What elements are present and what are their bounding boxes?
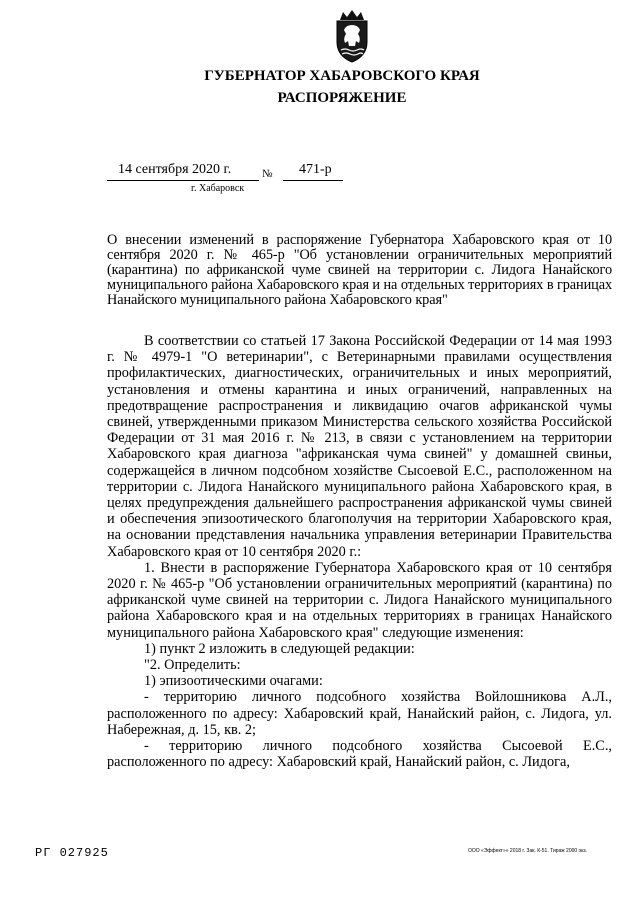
number-underline: [283, 180, 343, 181]
document-type: РАСПОРЯЖЕНИЕ: [277, 90, 407, 106]
body-paragraph: - территорию личного подсобного хозяйства Сысоевой Е.С., расположенного по адресу: Хабаровский край, Нанайский район, с. Лидога,: [107, 738, 612, 771]
body-paragraph: 1. Внести в распоряжение Губернатора Хабаровского края от 10 сентября 2020 г. № 465-р "Об установлении ограничительных мероприятий (карантина) по африканской чуме свиней на территории с. Лидога Нанайского муниципального района Хабаровского края и на отдельных территориях в границах Нанайского муниципального района Хабаровского края" следующие изменения:: [107, 559, 612, 641]
date-underline: [107, 180, 259, 181]
document-date: 14 сентября 2020 г.: [118, 162, 232, 177]
body-paragraph: "2. Определить:: [144, 657, 241, 674]
body-paragraph: 1) пункт 2 изложить в следующей редакции:: [144, 640, 415, 657]
form-serial-number: РГ 027925: [35, 846, 109, 860]
body-paragraph: - территорию личного подсобного хозяйства Войлошникова А.Л., расположенного по адресу: Хабаровский край, Нанайский район, с. Лидога, ул. Набережная, д. 15, кв. 2;: [107, 689, 612, 738]
document-number: 471-р: [299, 162, 332, 177]
document-body: [107, 333, 612, 770]
number-label: №: [262, 168, 273, 180]
document-subject: О внесении изменений в распоряжение Губернатора Хабаровского края от 10 сентября 2020 г. № 465-р "Об установлении ограничительных мероприятий (карантина) по африканской чуме свиней на территории с. Лидога Нанайского муниципального района Хабаровского края и на отдельных территориях в границах Нанайского муниципального района Хабаровского края": [107, 232, 612, 308]
body-paragraph: 1) эпизоотическими очагами:: [144, 673, 323, 690]
coat-of-arms-emblem: [331, 8, 373, 64]
printer-imprint: ООО «Эффект»» 2018 г. Зак. К-51. Тираж 2000 экз.: [468, 848, 588, 854]
issuing-authority: ГУБЕРНАТОР ХАБАРОВСКОГО КРАЯ: [204, 68, 480, 84]
document-city: г. Хабаровск: [191, 183, 245, 194]
preamble-paragraph: В соответствии со статьей 17 Закона Российской Федерации от 14 мая 1993 г. № 4979-1 "О ветеринарии", с Ветеринарными правилами осуществления профилактических, диагностических, ограничительных и иных мероприятий, установления и отмены карантина и иных ограничений, направленных на предотвращение распространения и ликвидацию очагов африканской чумы свиней, утвержденными приказом Министерства сельского хозяйства Российской Федерации от 31 мая 2016 г. № 213, в связи с установлением на территории Хабаровского края диагноза "африканская чума свиней" у домашней свиньи, содержащейся в личном подсобном хозяйстве Сысоевой Е.С., расположенном на территории с. Лидога Нанайского муниципального района Хабаровского края, в целях предупреждения дальнейшего распространения африканской чумы свиней и обеспечения эпизоотического благополучия на территории Хабаровского края, на основании представления начальника управления ветеринарии Правительства Хабаровского края от 10 сентября 2020 г.:: [107, 333, 612, 560]
